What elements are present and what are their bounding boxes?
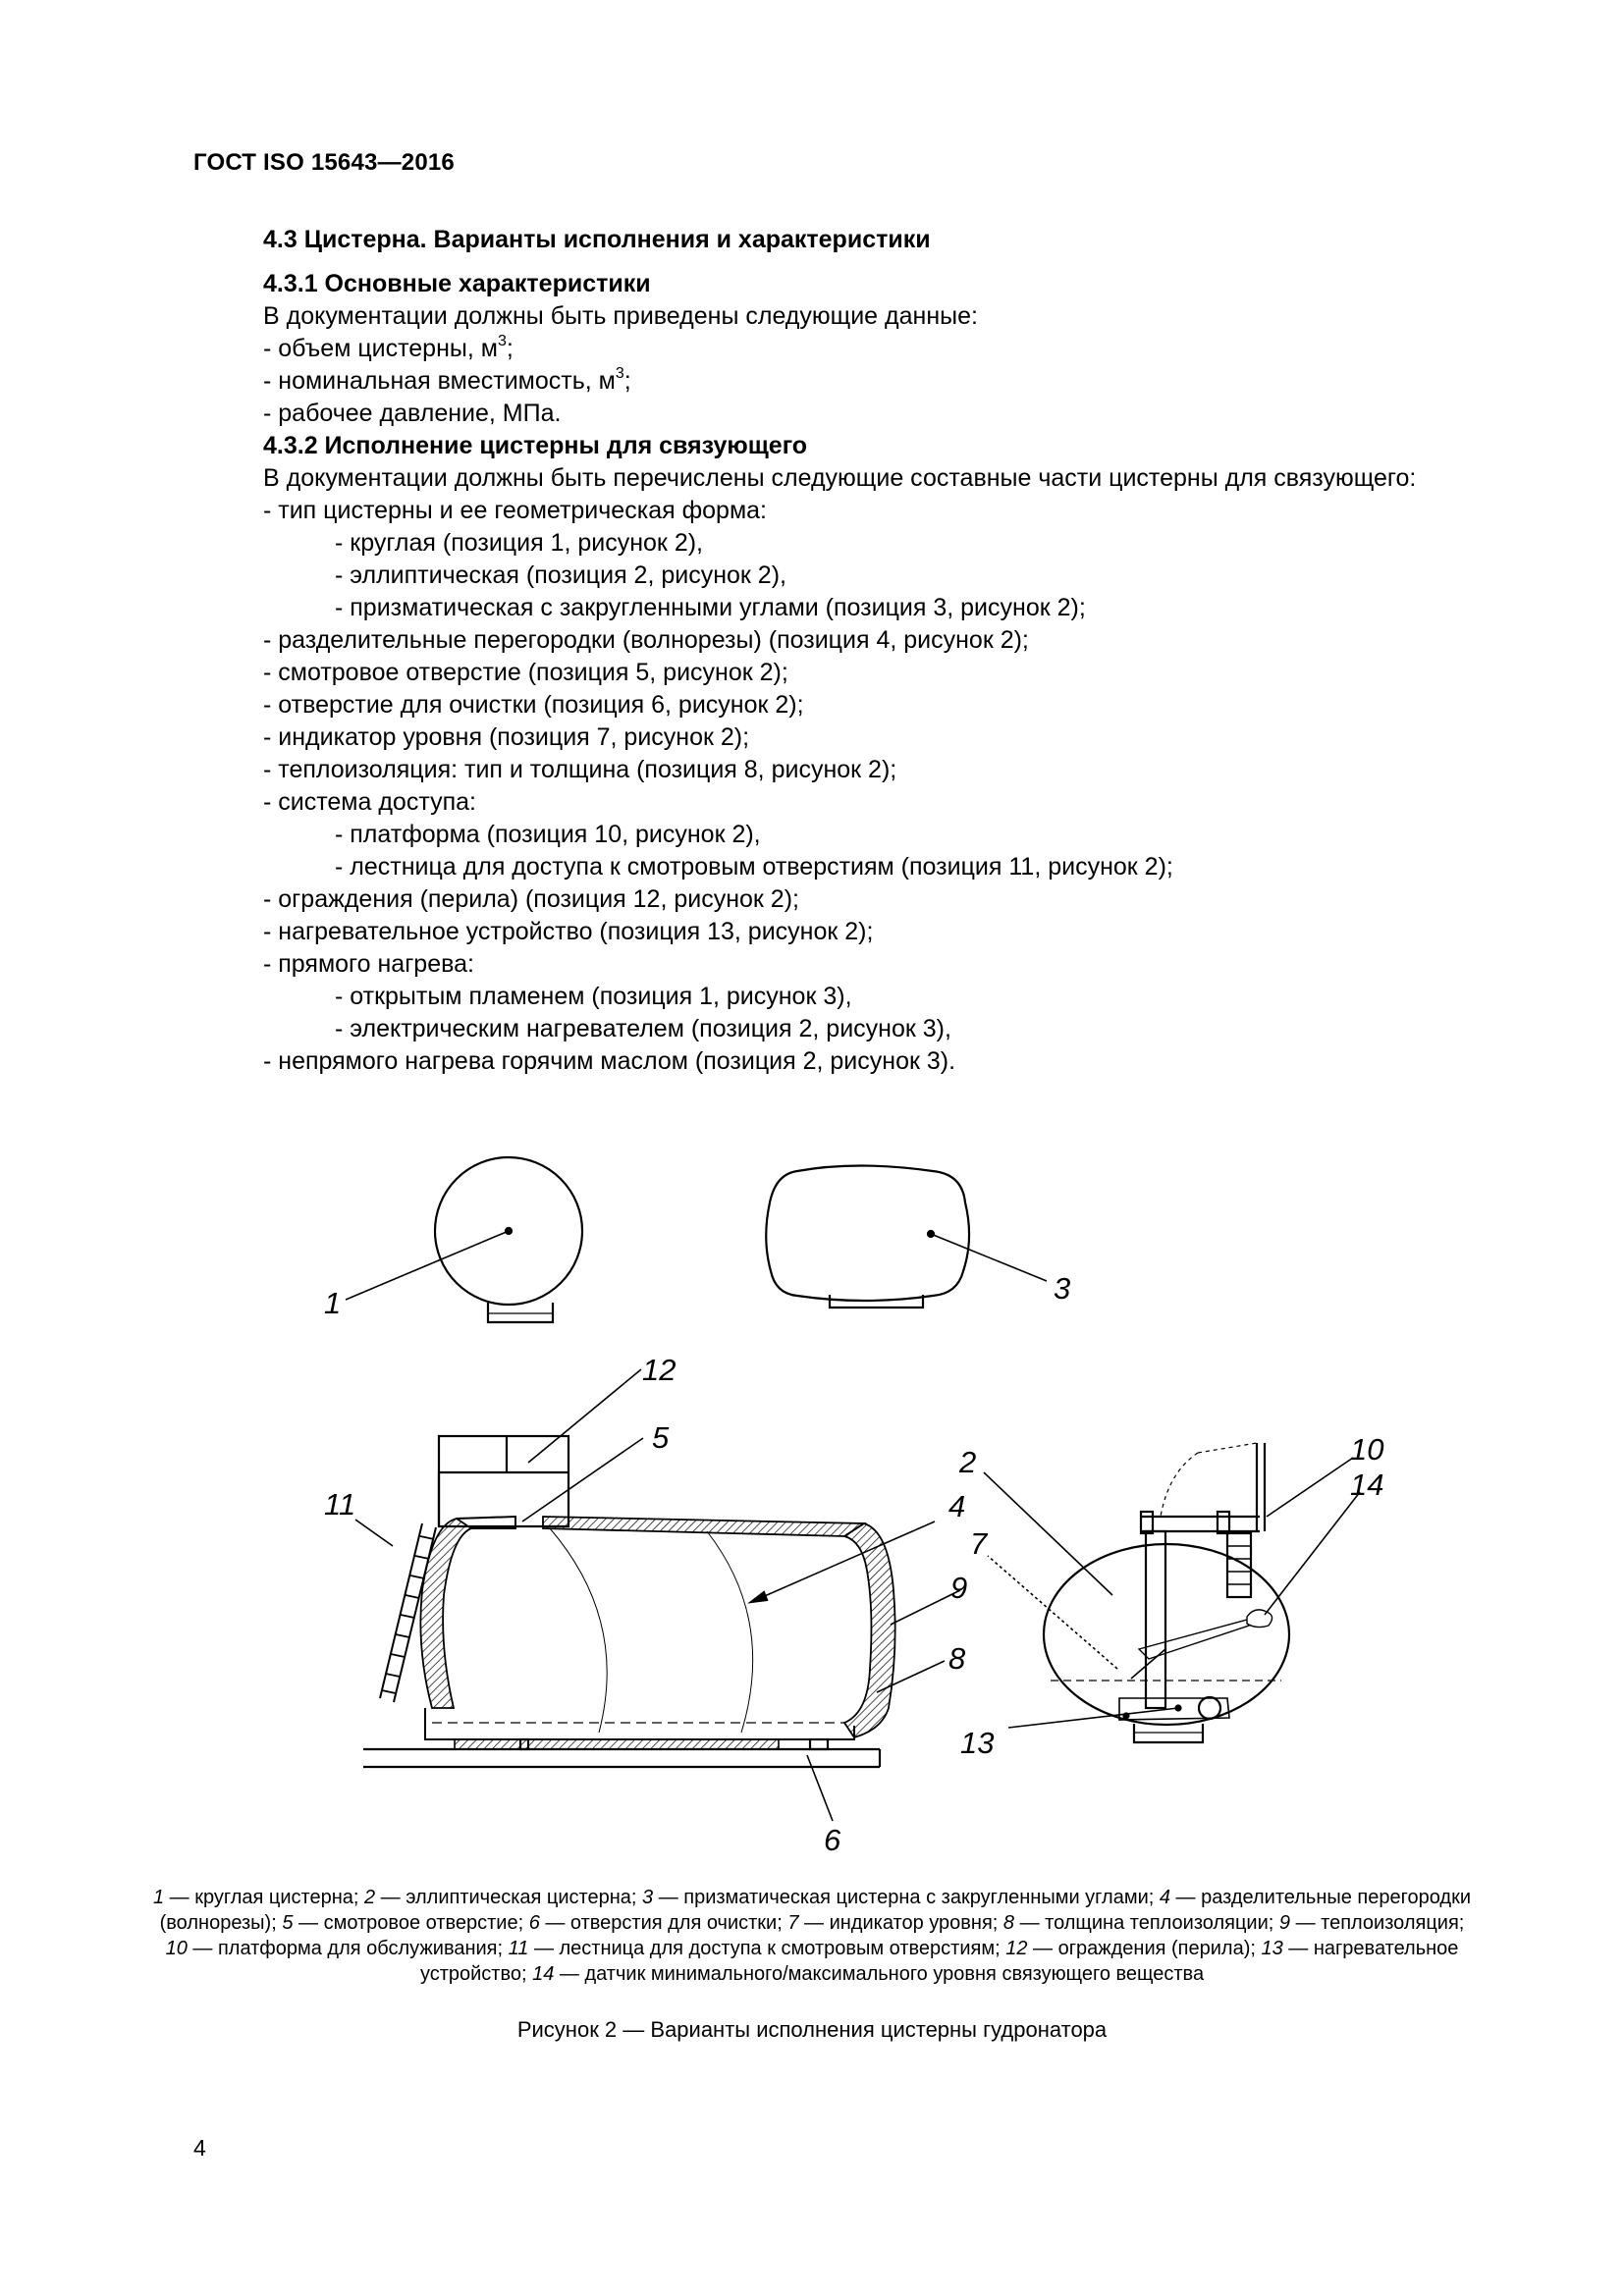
legend-text: — платформа для обслуживания; xyxy=(187,1938,509,1959)
label-14: 14 xyxy=(1350,1468,1384,1502)
legend-text: — датчик минимального/максимального уровня связующего вещества xyxy=(554,1963,1205,1985)
label-10: 10 xyxy=(1350,1432,1384,1467)
legend-text: — эллиптическая цистерна; xyxy=(375,1887,643,1908)
legend-number: 10 xyxy=(165,1938,188,1959)
label-6: 6 xyxy=(824,1823,841,1857)
label-8: 8 xyxy=(948,1641,966,1676)
list-item: - электрическим нагревателем (позиция 2, рисунок 3), xyxy=(335,1015,951,1042)
list-item: - круглая (позиция 1, рисунок 2), xyxy=(335,529,703,557)
legend-text: — круглая цистерна; xyxy=(164,1887,364,1908)
legend-text: — нагревательное устройство; xyxy=(419,1938,1459,1985)
subsection-intro: В документации должны быть приведены следующие данные: xyxy=(263,302,978,330)
list-item: - платформа (позиция 10, рисунок 2), xyxy=(335,821,761,848)
legend-text: — призматическая цистерна с закругленными углами; xyxy=(653,1887,1160,1908)
list-item: - смотровое отверстие (позиция 5, рисунок 2); xyxy=(263,659,788,686)
list-item-suffix: ; xyxy=(623,367,631,395)
legend-text: — толщина теплоизоляции; xyxy=(1014,1912,1279,1934)
label-12: 12 xyxy=(642,1353,677,1387)
legend-text: — отверстия для очистки; xyxy=(539,1912,788,1934)
figure-legend xyxy=(147,1885,1477,1987)
page-number: 4 xyxy=(193,2135,206,2161)
legend-number: 12 xyxy=(1005,1938,1028,1959)
subsection-title-4-3-1: 4.3.1 Основные характеристики xyxy=(263,270,651,297)
label-2: 2 xyxy=(959,1445,977,1479)
label-1: 1 xyxy=(324,1286,342,1320)
legend-number: 11 xyxy=(508,1938,529,1959)
legend-number: 14 xyxy=(532,1963,555,1985)
figure-caption: Рисунок 2 — Варианты исполнения цистерны гудронатора xyxy=(516,2017,1108,2042)
list-item: - прямого нагрева: xyxy=(263,950,474,978)
label-5: 5 xyxy=(652,1420,670,1455)
list-item: - ограждения (перила) (позиция 12, рисунок 2); xyxy=(263,885,799,913)
list-item: - призматическая с закругленными углами (позиция 3, рисунок 2); xyxy=(335,594,1086,621)
list-item: - теплоизоляция: тип и толщина (позиция 8, рисунок 2); xyxy=(263,756,897,783)
section-title: 4.3 Цистерна. Варианты исполнения и характеристики xyxy=(263,226,931,253)
legend-number: 3 xyxy=(642,1887,654,1908)
legend-text: — индикатор уровня; xyxy=(798,1912,1003,1934)
list-item: - система доступа: xyxy=(263,788,476,816)
legend-number: 9 xyxy=(1278,1912,1291,1934)
round-tank-drawing xyxy=(346,1157,582,1322)
legend-text: — смотровое отверстие; xyxy=(293,1912,529,1934)
label-4: 4 xyxy=(948,1489,966,1523)
legend-text: — лестница для доступа к смотровым отверстиям; xyxy=(528,1938,1006,1959)
list-item-text: - рабочее давление, МПа. xyxy=(263,400,562,427)
legend-number: 8 xyxy=(1002,1912,1015,1934)
legend-text: — ограждения (перила); xyxy=(1027,1938,1262,1959)
label-7: 7 xyxy=(970,1526,988,1561)
legend-number: 1 xyxy=(152,1887,165,1908)
list-item: - непрямого нагрева горячим маслом (позиция 2, рисунок 3). xyxy=(263,1047,956,1075)
list-item: - нагревательное устройство (позиция 13, рисунок 2); xyxy=(263,918,874,945)
list-item-text: - номинальная вместимость, м xyxy=(263,367,616,395)
list-item: - эллиптическая (позиция 2, рисунок 2), xyxy=(335,561,786,589)
legend-number: 13 xyxy=(1261,1938,1283,1959)
label-11: 11 xyxy=(324,1487,356,1522)
legend-number: 6 xyxy=(528,1912,540,1934)
document-header: ГОСТ ISO 15643—2016 xyxy=(193,149,455,176)
list-item: - индикатор уровня (позиция 7, рисунок 2); xyxy=(263,723,750,751)
superscript: 3 xyxy=(615,364,624,382)
label-3: 3 xyxy=(1054,1271,1071,1306)
legend-number: 7 xyxy=(787,1912,799,1934)
list-item: - отверстие для очистки (позиция 6, рисунок 2); xyxy=(263,691,804,719)
list-item: - лестница для доступа к смотровым отверстиям (позиция 11, рисунок 2); xyxy=(335,853,1173,881)
legend-number: 2 xyxy=(364,1887,376,1908)
legend-text: — теплоизоляция; xyxy=(1290,1912,1465,1934)
subsection-intro: В документации должны быть перечислены следующие составные части цистерны для связующего: xyxy=(263,464,1417,492)
prismatic-tank-drawing xyxy=(766,1166,1047,1308)
superscript: 3 xyxy=(497,332,507,349)
list-item: - тип цистерны и ее геометрическая форма: xyxy=(263,497,767,524)
subsection-title-4-3-2: 4.3.2 Исполнение цистерны для связующего xyxy=(263,432,808,459)
legend-number: 4 xyxy=(1159,1887,1170,1908)
label-9: 9 xyxy=(950,1571,968,1605)
elliptical-tank-drawing xyxy=(984,1443,1360,1742)
list-item: - разделительные перегородки (волнорезы) (позиция 4, рисунок 2); xyxy=(263,626,1029,654)
list-item: - открытым пламенем (позиция 1, рисунок 3), xyxy=(335,983,852,1010)
label-13: 13 xyxy=(960,1726,995,1760)
list-item-suffix: ; xyxy=(506,335,514,362)
list-item-text: - объем цистерны, м xyxy=(263,335,498,362)
legend-number: 5 xyxy=(282,1912,294,1934)
legend-text: — разделительные перегородки (волнорезы); xyxy=(159,1887,1471,1934)
